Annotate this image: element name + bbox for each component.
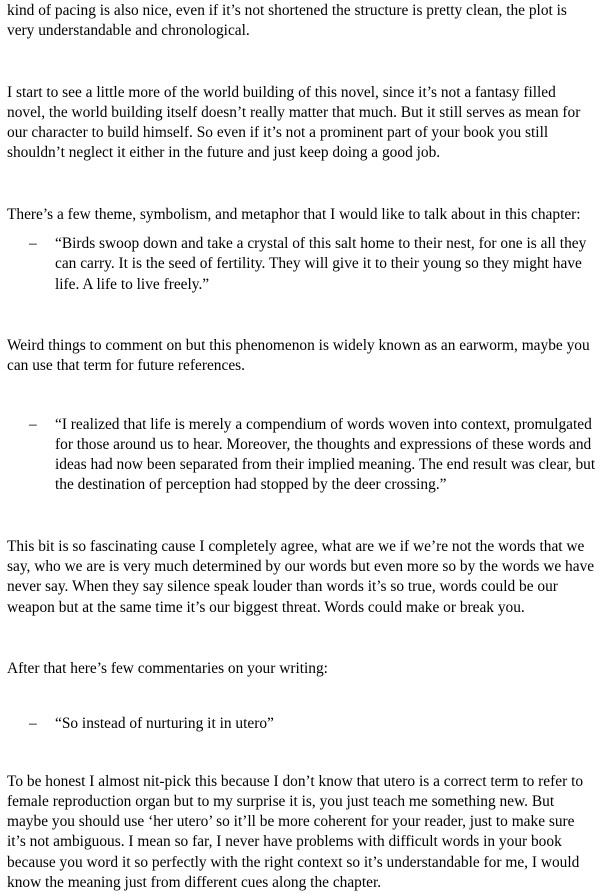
quote-words-text: “I realized that life is merely a compendium of words woven into context, promulgated for those around us to hear. Moreover, the thoughts and expressions of these words and ideas had now been separated from their implied meaning. The end result was clear, but the destination of perception had stopped by the deer crossing.” [55, 415, 596, 494]
paragraph-gap [7, 295, 597, 336]
paragraph-commentaries-intro: After that here’s few commentaries on your writing: [7, 659, 328, 677]
quote-birds-text: “Birds swoop down and take a crystal of this salt home to their nest, for one is all they can carry. It is the seed of fertility. They will give it to their young so they might have life. A life to live freely.” [55, 235, 587, 293]
paragraph-themes-intro: There’s a few theme, symbolism, and metaphor that I would like to talk about in this chapter: [7, 205, 581, 223]
paragraph-pacing: kind of pacing is also nice, even if it’s not shortened the structure is pretty clean, the plot is very understandable and chronological. [7, 2, 567, 40]
paragraph-gap [7, 496, 597, 537]
paragraph-gap [7, 618, 597, 659]
paragraph-gap [7, 42, 597, 83]
paragraph-honest: To be honest I almost nit-pick this because I don’t know that utero is a correct term to refer to female reproduction organ but to my surprise it is, you just teach me something new. But maybe you should use ‘her utero’ so it’ll be more coherent for your reader, just to make sure it’s not ambiguous. I mean so far, I never have problems with difficult words in your book because you word it so perfectly with the right context so it’s understandable for me, I would know the meaning just from different cues along the chapter. [7, 772, 584, 892]
paragraph-gap [7, 164, 597, 205]
paragraph-gap [7, 679, 597, 714]
dash-bullet: – [29, 715, 37, 733]
document-body [7, 0, 597, 893]
quote-words [7, 415, 597, 496]
paragraph-gap [7, 735, 597, 772]
dash-bullet: – [29, 415, 37, 433]
quote-birds [7, 234, 597, 295]
quote-utero-text: “So instead of nurturing it in utero” [55, 715, 274, 733]
paragraph-earworm: Weird things to comment on but this phenomenon is widely known as an earworm, maybe you can use that term for future references. [7, 336, 590, 375]
paragraph-gap [7, 377, 597, 415]
paragraph-world-building: I start to see a little more of the world building of this novel, since it’s not a fantasy filled novel, the world building itself doesn’t really matter that much. But it still serves as mean for our character to build himself. So even if it’s not a prominent part of your book you still shouldn’t neglect it either in the future and just keep doing a good job. [7, 83, 581, 162]
paragraph-fascinating: This bit is so fascinating cause I completely agree, what are we if we’re not the words that we say, who we are is very much determined by our words but even more so by the words we have never say. When they say silence speak louder than words it’s so true, words could be our weapon but at the same time it’s our biggest threat. Words could make or break you. [7, 537, 595, 616]
quote-utero [7, 714, 597, 734]
dash-bullet: – [29, 235, 37, 253]
